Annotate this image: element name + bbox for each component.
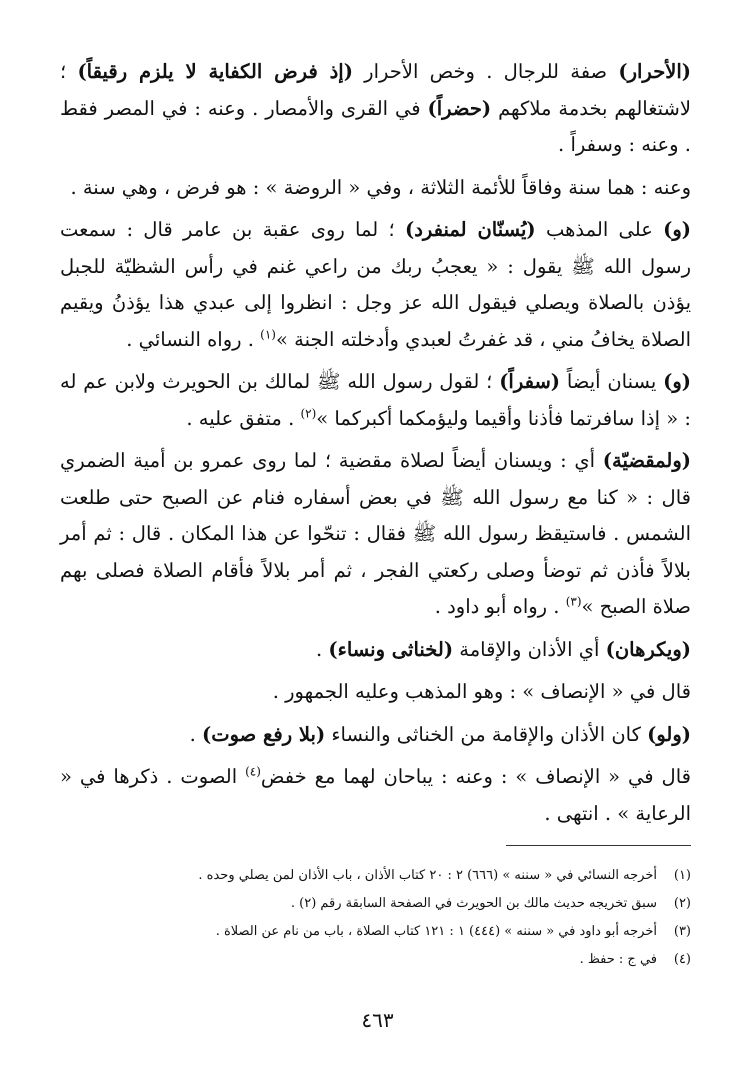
text-run: الصوت . ذكرها في « الرعاية » . انتهى . <box>60 765 691 825</box>
bold-term: (ويكرهان) <box>605 637 691 661</box>
footnotes <box>60 862 691 974</box>
paragraph <box>60 443 691 626</box>
main-text <box>60 54 691 838</box>
paragraph <box>60 717 691 754</box>
footnote-separator <box>506 845 691 846</box>
text-run: قال في « الإنصاف » : وعنه : يباحان لهما مع خفض <box>260 765 691 788</box>
footnote-reference: (٢) <box>300 406 317 420</box>
footnote-text: في ج : حفظ . <box>579 952 657 967</box>
footnote-reference: (١) <box>260 327 276 341</box>
bold-term: (إذ فرض الكفاية لا يلزم رقيقاً) <box>77 60 353 83</box>
text-run: ؛ لاشتغالهم بخدمة ملاكهم <box>60 60 691 120</box>
footnote-text: أخرجه أبو داود في « سننه » (٤٤٤) ١ : ١٢١ كتاب الصلاة ، باب من نام عن الصلاة . <box>215 924 657 939</box>
text-run: . <box>316 637 329 661</box>
text-run: قال في « الإنصاف » : وهو المذهب وعليه الجمهور . <box>272 680 691 703</box>
page-number: ٤٦٣ <box>361 1008 394 1032</box>
paragraph <box>60 632 691 669</box>
text-run: . <box>189 722 202 746</box>
paragraph <box>60 674 691 711</box>
text-run: في القرى والأمصار . وعنه : في المصر فقط . وعنه : وسفراً . <box>60 96 691 156</box>
bold-term: (و) <box>663 370 692 393</box>
text-run: صفة للرجال . وخص الأحرار <box>352 60 619 83</box>
text-run: ؛ لقول رسول الله ﷺ لمالك بن الحويرث ولابن عم له : « إذا سافرتما فأذنا وأقيما وليؤمكما أكبركما » <box>60 370 691 430</box>
footnote-number: (٣) <box>673 924 691 939</box>
paragraph <box>60 759 691 832</box>
text-run: كان الأذان والإقامة من الخناثى والنساء <box>325 722 648 746</box>
footnote <box>60 918 691 946</box>
text-run: . رواه النسائي . <box>126 327 261 351</box>
text-run: يسنان أيضاً <box>560 370 664 393</box>
bold-term: (ولمقضيّة) <box>602 449 691 472</box>
text-run: وعنه : هما سنة وفاقاً للأئمة الثلاثة ، وفي « الروضة » : هو فرض ، وهي سنة . <box>70 175 691 199</box>
footnote <box>60 890 691 918</box>
text-run: ؛ لما روى عقبة بن عامر قال : سمعت رسول الله ﷺ يقول : « يعجبُ ربك من راعي غنم في رأس الشظيّة للجبل يؤذن بالصلاة ويصلي فيقول الله عز وجل : انظروا إلى عبدي هذا يؤذنُ ويقيم الصلاة يخافُ مني ، قد غفرتُ لعبدي وأدخلته الجنة » <box>60 218 691 351</box>
text-run: . متفق عليه . <box>186 406 301 430</box>
bold-term: (يُسنّان لمنفرد) <box>404 218 536 241</box>
bold-term: (حضراً) <box>427 96 492 120</box>
paragraph <box>60 212 691 358</box>
text-run: أي الأذان والإقامة <box>453 637 606 661</box>
footnote <box>60 946 691 974</box>
paragraph <box>60 170 691 207</box>
footnote-reference: (٤) <box>245 764 261 779</box>
footnote-number: (٤) <box>673 952 691 967</box>
bold-term: (بلا رفع صوت) <box>201 722 326 746</box>
bold-term: (لخناثى ونساء) <box>328 637 454 661</box>
bold-term: (الأحرار) <box>618 60 692 83</box>
footnote <box>60 862 691 890</box>
text-run: على المذهب <box>535 218 664 241</box>
footnote-number: (١) <box>673 868 691 883</box>
bold-term: (سفراً) <box>499 370 561 393</box>
paragraph <box>60 364 691 437</box>
footnote-text: سبق تخريجه حديث مالك بن الحويرث في الصفحة السابقة رقم (٢) . <box>290 896 657 911</box>
paragraph <box>60 54 691 164</box>
footnote-text: أخرجه النسائي في « سننه » (٦٦٦) ٢ : ٢٠ كتاب الأذان ، باب الأذان لمن يصلي وحده . <box>198 868 657 883</box>
text-run: . رواه أبو داود . <box>434 595 566 618</box>
bold-term: (و) <box>663 218 692 241</box>
bold-term: (ولو) <box>647 722 691 746</box>
footnote-number: (٢) <box>673 896 691 911</box>
text-run: أي : ويسنان أيضاً لصلاة مقضية ؛ لما روى عمرو بن أمية الضمري قال : « كنا مع رسول الله ﷺ في بعض أسفاره فنام عن الصبح حتى طلعت الشمس . فاستيقظ رسول الله ﷺ فقال : تنحّوا عن هذا المكان . قال : ثم أمر بلالاً فأذن ثم توضأ وصلى ركعتي الفجر ، ثم أمر بلالاً فأقام الصلاة فصلى بهم صلاة الصبح » <box>60 449 691 618</box>
footnote-reference: (٣) <box>565 594 582 609</box>
